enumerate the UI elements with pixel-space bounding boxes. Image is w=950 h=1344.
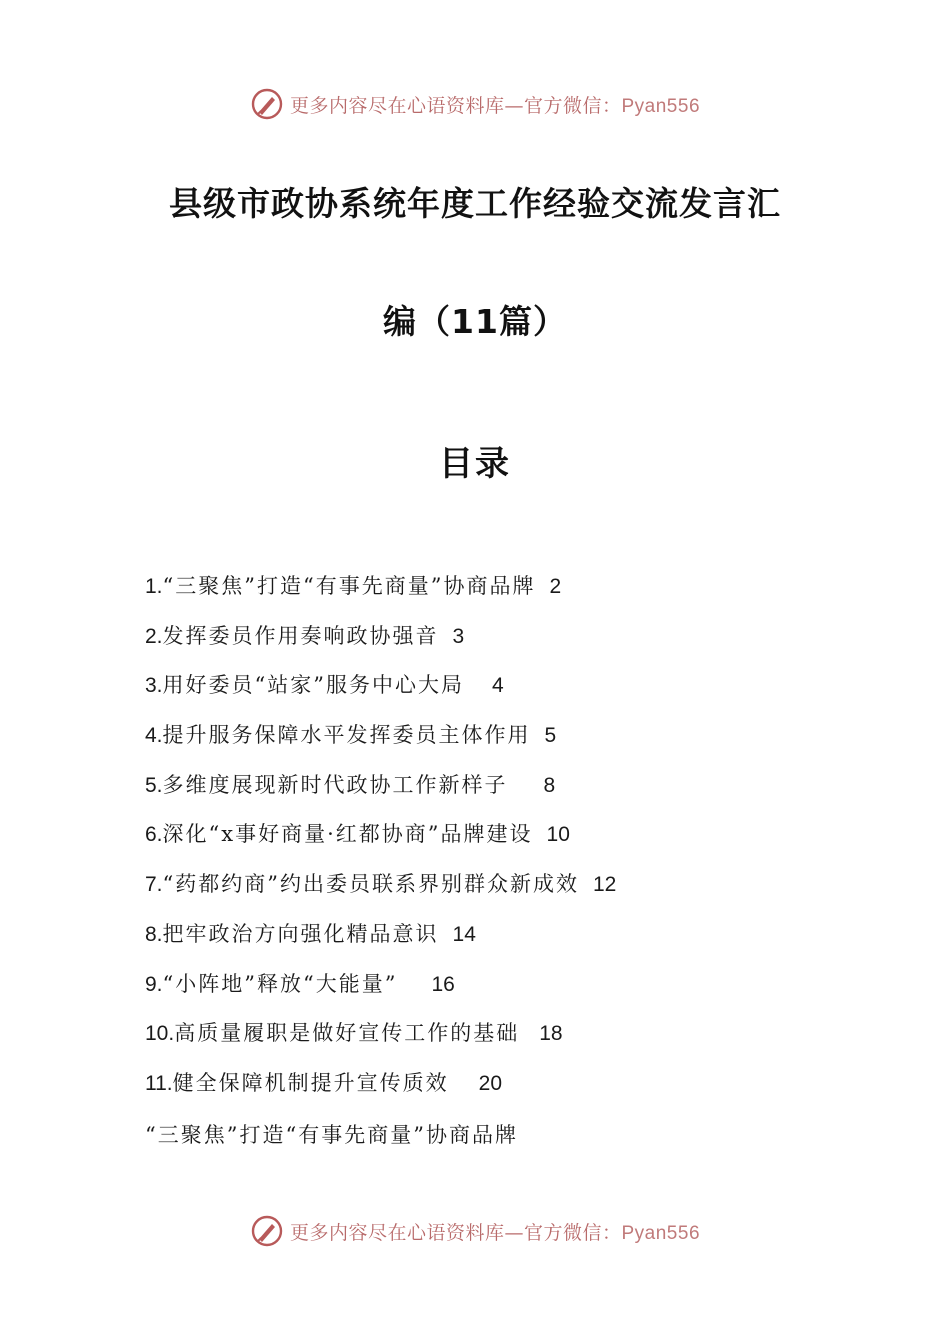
pen-nib-logo-icon bbox=[250, 87, 284, 121]
table-of-contents bbox=[145, 568, 845, 1115]
toc-item-title: 用好委员“站家”服务中心大局 bbox=[162, 673, 464, 698]
watermark-wechat-id: Pyan556 bbox=[621, 95, 701, 117]
toc-item-number: 10. bbox=[145, 1022, 175, 1046]
toc-item[interactable] bbox=[145, 667, 845, 717]
toc-heading: 目录 bbox=[439, 444, 511, 484]
toc-item[interactable] bbox=[145, 816, 845, 866]
watermark-text bbox=[290, 91, 700, 118]
watermark-wechat-id: Pyan556 bbox=[621, 1222, 701, 1244]
toc-item[interactable] bbox=[145, 866, 845, 916]
toc-item-number: 6. bbox=[145, 823, 163, 847]
toc-item[interactable] bbox=[145, 966, 845, 1016]
toc-item-page: 18 bbox=[539, 1022, 563, 1046]
toc-item-page: 4 bbox=[492, 674, 504, 698]
toc-item[interactable] bbox=[145, 767, 845, 817]
toc-item-number: 3. bbox=[145, 674, 163, 698]
toc-item-page: 5 bbox=[544, 724, 557, 748]
watermark-header bbox=[0, 84, 950, 124]
toc-item-number: 1. bbox=[145, 575, 163, 598]
toc-item-title: “药都约商”约出委员联系界别群众新成效 bbox=[162, 872, 579, 897]
toc-item-title: 深化“x事好商量·红都协商”品牌建设 bbox=[162, 822, 533, 847]
toc-item-title: “小阵地”释放“大能量” bbox=[162, 971, 398, 996]
toc-item-page: 10 bbox=[546, 823, 570, 847]
toc-item-number: 7. bbox=[145, 873, 163, 897]
watermark-label: 更多内容尽在心语资料库—官方微信： bbox=[289, 94, 622, 117]
toc-item[interactable] bbox=[145, 1015, 845, 1065]
pen-nib-logo-icon bbox=[250, 1214, 284, 1248]
watermark-label: 更多内容尽在心语资料库—官方微信： bbox=[289, 1221, 622, 1244]
toc-item-title: 高质量履职是做好宣传工作的基础 bbox=[174, 1021, 520, 1046]
toc-item-title: 提升服务保障水平发挥委员主体作用 bbox=[162, 723, 531, 748]
toc-item-page: 16 bbox=[431, 972, 455, 996]
toc-item-page: 12 bbox=[593, 873, 617, 897]
toc-item-page: 2 bbox=[549, 575, 562, 598]
article-heading: “三聚焦”打造“有事先商量”协商品牌 bbox=[145, 1123, 518, 1147]
document-title-line-2: 编（11篇） bbox=[383, 302, 567, 341]
watermark-footer bbox=[0, 1211, 950, 1251]
toc-item[interactable] bbox=[145, 1065, 845, 1115]
toc-item-title: 把牢政治方向强化精品意识 bbox=[162, 921, 439, 946]
toc-item[interactable] bbox=[145, 618, 845, 668]
toc-item-title: “三聚焦”打造“有事先商量”协商品牌 bbox=[162, 574, 536, 598]
toc-item-number: 8. bbox=[145, 922, 163, 946]
toc-item-page: 3 bbox=[452, 624, 465, 648]
toc-item-title: 多维度展现新时代政协工作新样子 bbox=[162, 772, 508, 797]
toc-item-number: 9. bbox=[145, 972, 163, 996]
toc-item-number: 5. bbox=[145, 773, 163, 797]
toc-item[interactable] bbox=[145, 916, 845, 966]
toc-item-title: 发挥委员作用奏响政协强音 bbox=[162, 623, 439, 648]
toc-item-page: 20 bbox=[478, 1071, 502, 1095]
toc-item-number: 4. bbox=[145, 724, 163, 748]
toc-item-page: 14 bbox=[452, 922, 476, 946]
toc-item[interactable] bbox=[145, 568, 845, 618]
toc-item[interactable] bbox=[145, 717, 845, 767]
toc-item-number: 2. bbox=[145, 624, 163, 648]
toc-item-title: 健全保障机制提升宣传质效 bbox=[172, 1070, 449, 1095]
watermark-text bbox=[290, 1218, 700, 1245]
document-title-line-1: 县级市政协系统年度工作经验交流发言汇 bbox=[169, 184, 781, 223]
toc-item-page: 8 bbox=[543, 773, 556, 797]
toc-item-number: 11. bbox=[145, 1071, 173, 1095]
